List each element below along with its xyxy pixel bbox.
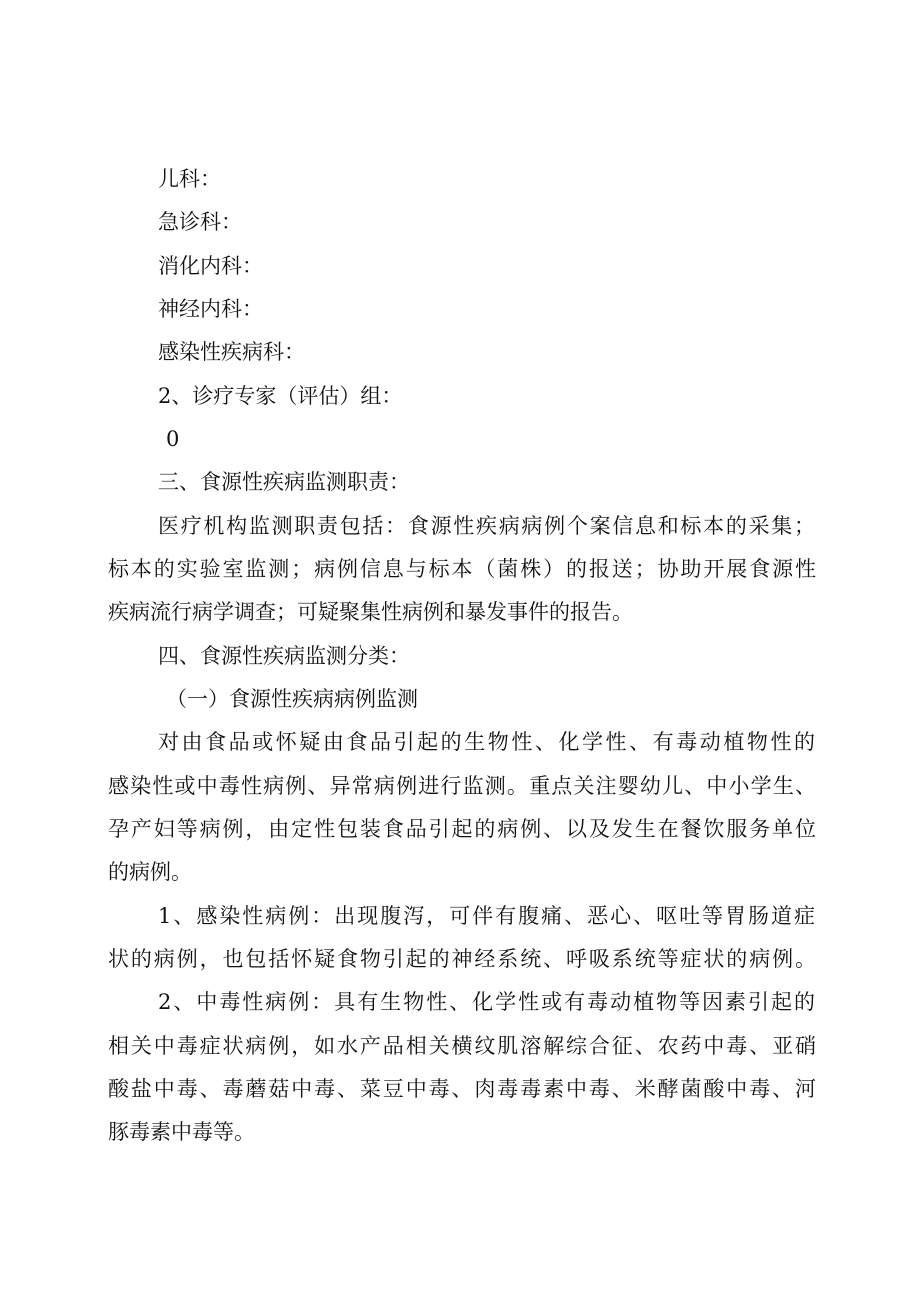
placeholder-zero: 0 [166, 427, 180, 451]
section3-line-2: 标本的实验室监测；病例信息与标本（菌株）的报送；协助开展食源性 [108, 557, 816, 581]
section4-subheading: （一）食源性疾病病例监测 [166, 687, 418, 711]
para1-line-2: 感染性或中毒性病例、异常病例进行监测。重点关注婴幼儿、中小学生、 [108, 774, 816, 798]
para3-line-3: 酸盐中毒、毒蘑菇中毒、菜豆中毒、肉毒毒素中毒、米酵菌酸中毒、河 [108, 1077, 816, 1101]
para3-line-2: 相关中毒症状病例，如水产品相关横纹肌溶解综合征、农药中毒、亚硝 [108, 1034, 816, 1058]
department-gastroenterology: 消化内科： [158, 254, 263, 278]
para2-line-2: 状的病例，也包括怀疑食物引起的神经系统、呼吸系统等症状的病例。 [108, 947, 816, 971]
para1-line-1: 对由食品或怀疑由食品引起的生物性、化学性、有毒动植物性的 [158, 730, 815, 754]
section3-heading: 三、食源性疾病监测职责： [158, 470, 410, 494]
para1-line-3: 孕产妇等病例，由定性包装食品引起的病例、以及发生在餐饮服务单位 [108, 817, 816, 841]
section3-line-3: 疾病流行病学调查；可疑聚集性病例和暴发事件的报告。 [108, 600, 633, 624]
para3-line-1: 2、中毒性病例：具有生物性、化学性或有毒动植物等因素引起的 [158, 990, 815, 1014]
para3-line-4: 豚毒素中毒等。 [108, 1120, 255, 1144]
expert-group-heading: 2、诊疗专家（评估）组： [158, 384, 403, 408]
para2-line-1: 1、感染性病例：出现腹泻，可伴有腹痛、恶心、呕吐等胃肠道症 [158, 904, 815, 928]
section3-line-1: 医疗机构监测职责包括：食源性疾病病例个案信息和标本的采集； [158, 514, 815, 538]
section4-heading: 四、食源性疾病监测分类： [158, 644, 410, 668]
department-neurology: 神经内科： [158, 297, 263, 321]
department-pediatrics: 儿科： [158, 167, 221, 191]
department-emergency: 急诊科： [158, 210, 242, 234]
department-infectious-disease: 感染性疾病科： [158, 340, 305, 364]
para1-line-4: 的病例。 [108, 860, 192, 884]
